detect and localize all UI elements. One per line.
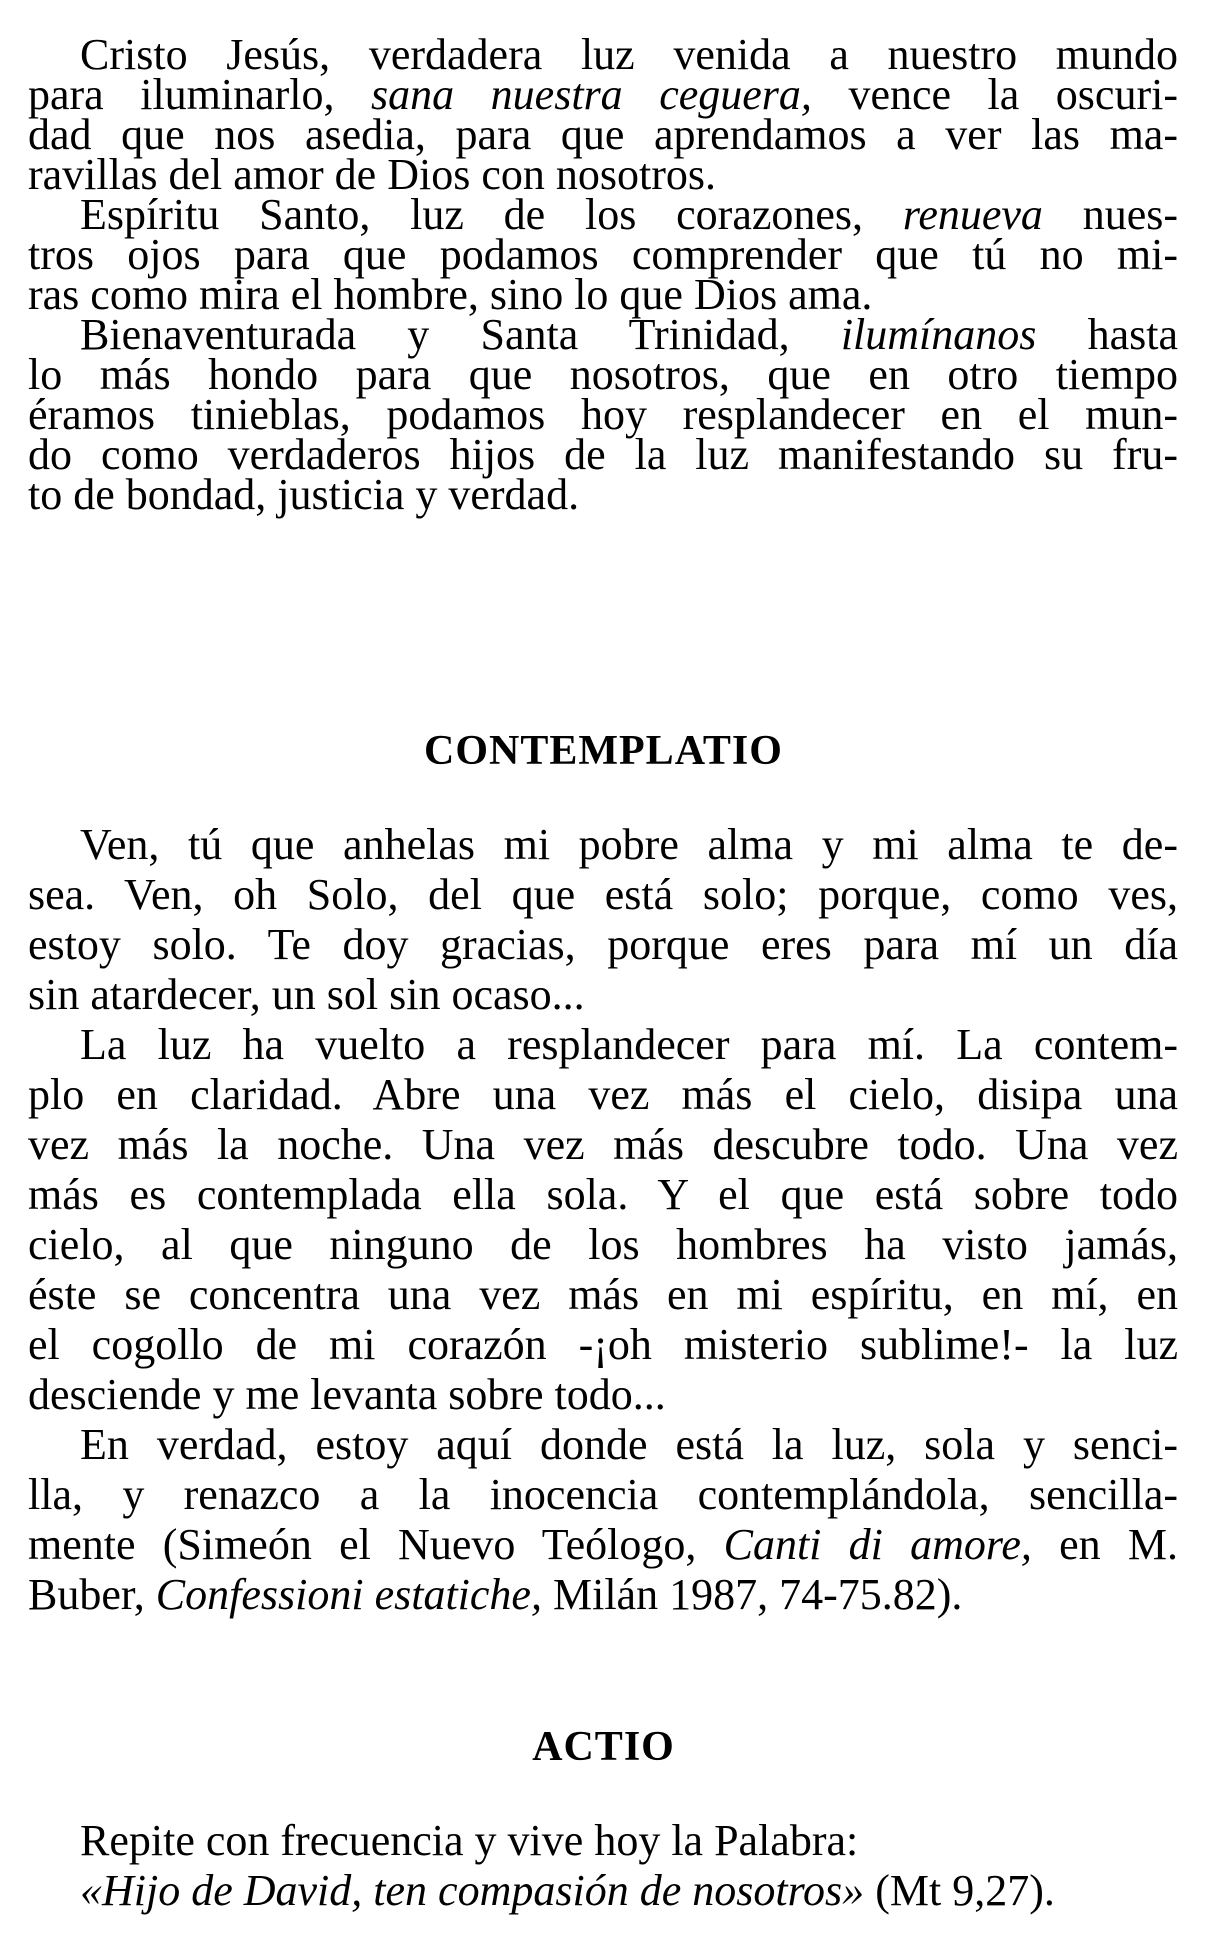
text-segment: nues- bbox=[1042, 190, 1179, 239]
text-line: sea. Ven, oh Solo, del que está solo; porque, como ves, bbox=[28, 870, 1178, 919]
emphasis-text: Canti di amore, bbox=[723, 1520, 1032, 1569]
text-segment: Milán 1987, 74-75.82). bbox=[541, 1570, 963, 1619]
text-line: sin atardecer, un sol sin ocaso... bbox=[28, 970, 585, 1019]
text-line: En verdad, estoy aquí donde está la luz, sola y senci- bbox=[80, 1420, 1178, 1469]
text-line bbox=[28, 1520, 1178, 1570]
emphasis-text: renueva bbox=[902, 190, 1043, 239]
text-line: éste se concentra una vez más en mi espíritu, en mí, en bbox=[28, 1270, 1178, 1319]
text-line: ras como mira el hombre, sino lo que Dios ama. bbox=[28, 270, 873, 319]
text-line: el cogollo de mi corazón -¡oh misterio sublime!- la luz bbox=[28, 1320, 1178, 1369]
text-segment: en M. bbox=[1031, 1520, 1178, 1569]
emphasis-text: ilumínanos bbox=[840, 310, 1037, 359]
text-segment: Espíritu Santo, luz de los corazones, bbox=[80, 190, 903, 239]
text-line: desciende y me levanta sobre todo... bbox=[28, 1370, 666, 1419]
text-line: Cristo Jesús, verdadera luz venida a nuestro mundo bbox=[80, 30, 1178, 79]
section-heading-contemplatio: CONTEMPLATIO bbox=[424, 728, 783, 774]
text-segment: para iluminarlo, bbox=[28, 70, 372, 119]
text-line: lo más hondo para que nosotros, que en otro tiempo bbox=[28, 350, 1178, 399]
text-line bbox=[28, 1570, 1178, 1620]
text-line: Ven, tú que anhelas mi pobre alma y mi alma te de- bbox=[80, 820, 1178, 869]
text-line: más es contemplada ella sola. Y el que está sobre todo bbox=[28, 1170, 1178, 1219]
text-line: plo en claridad. Abre una vez más el cielo, disipa una bbox=[28, 1070, 1178, 1119]
text-line: Repite con frecuencia y vive hoy la Palabra: bbox=[80, 1816, 859, 1865]
emphasis-text: sana nuestra ceguera, bbox=[371, 70, 812, 119]
text-line: lla, y renazco a la inocencia contemplándola, sencilla- bbox=[28, 1470, 1178, 1519]
text-line: estoy solo. Te doy gracias, porque eres para mí un día bbox=[28, 920, 1178, 969]
text-line: to de bondad, justicia y verdad. bbox=[28, 470, 580, 519]
text-segment: Bienaventurada y Santa Trinidad, bbox=[80, 310, 841, 359]
emphasis-text: «Hijo de David, ten compasión de nosotros» bbox=[80, 1866, 865, 1915]
text-line: do como verdaderos hijos de la luz manifestando su fru- bbox=[28, 430, 1178, 479]
text-line: La luz ha vuelto a resplandecer para mí. La contem- bbox=[80, 1020, 1178, 1069]
text-segment: hasta bbox=[1036, 310, 1179, 359]
text-segment: mente (Simeón el Nuevo Teólogo, bbox=[28, 1520, 724, 1569]
text-line: éramos tinieblas, podamos hoy resplandecer en el mun- bbox=[28, 390, 1178, 439]
text-line: ravillas del amor de Dios con nosotros. bbox=[28, 150, 716, 199]
text-line: cielo, al que ninguno de los hombres ha visto jamás, bbox=[28, 1220, 1178, 1269]
text-segment: Buber, bbox=[28, 1570, 156, 1619]
section-heading-actio: ACTIO bbox=[532, 1724, 675, 1770]
text-segment: (Mt 9,27). bbox=[864, 1866, 1055, 1915]
text-line: dad que nos asedia, para que aprendamos a ver las ma- bbox=[28, 110, 1178, 159]
text-line: tros ojos para que podamos comprender que tú no mi- bbox=[28, 230, 1178, 279]
text-segment: vence la oscuri- bbox=[811, 70, 1178, 119]
text-line: vez más la noche. Una vez más descubre todo. Una vez bbox=[28, 1120, 1178, 1169]
text-line bbox=[80, 1866, 1178, 1916]
emphasis-text: Confessioni estatiche, bbox=[155, 1570, 542, 1619]
